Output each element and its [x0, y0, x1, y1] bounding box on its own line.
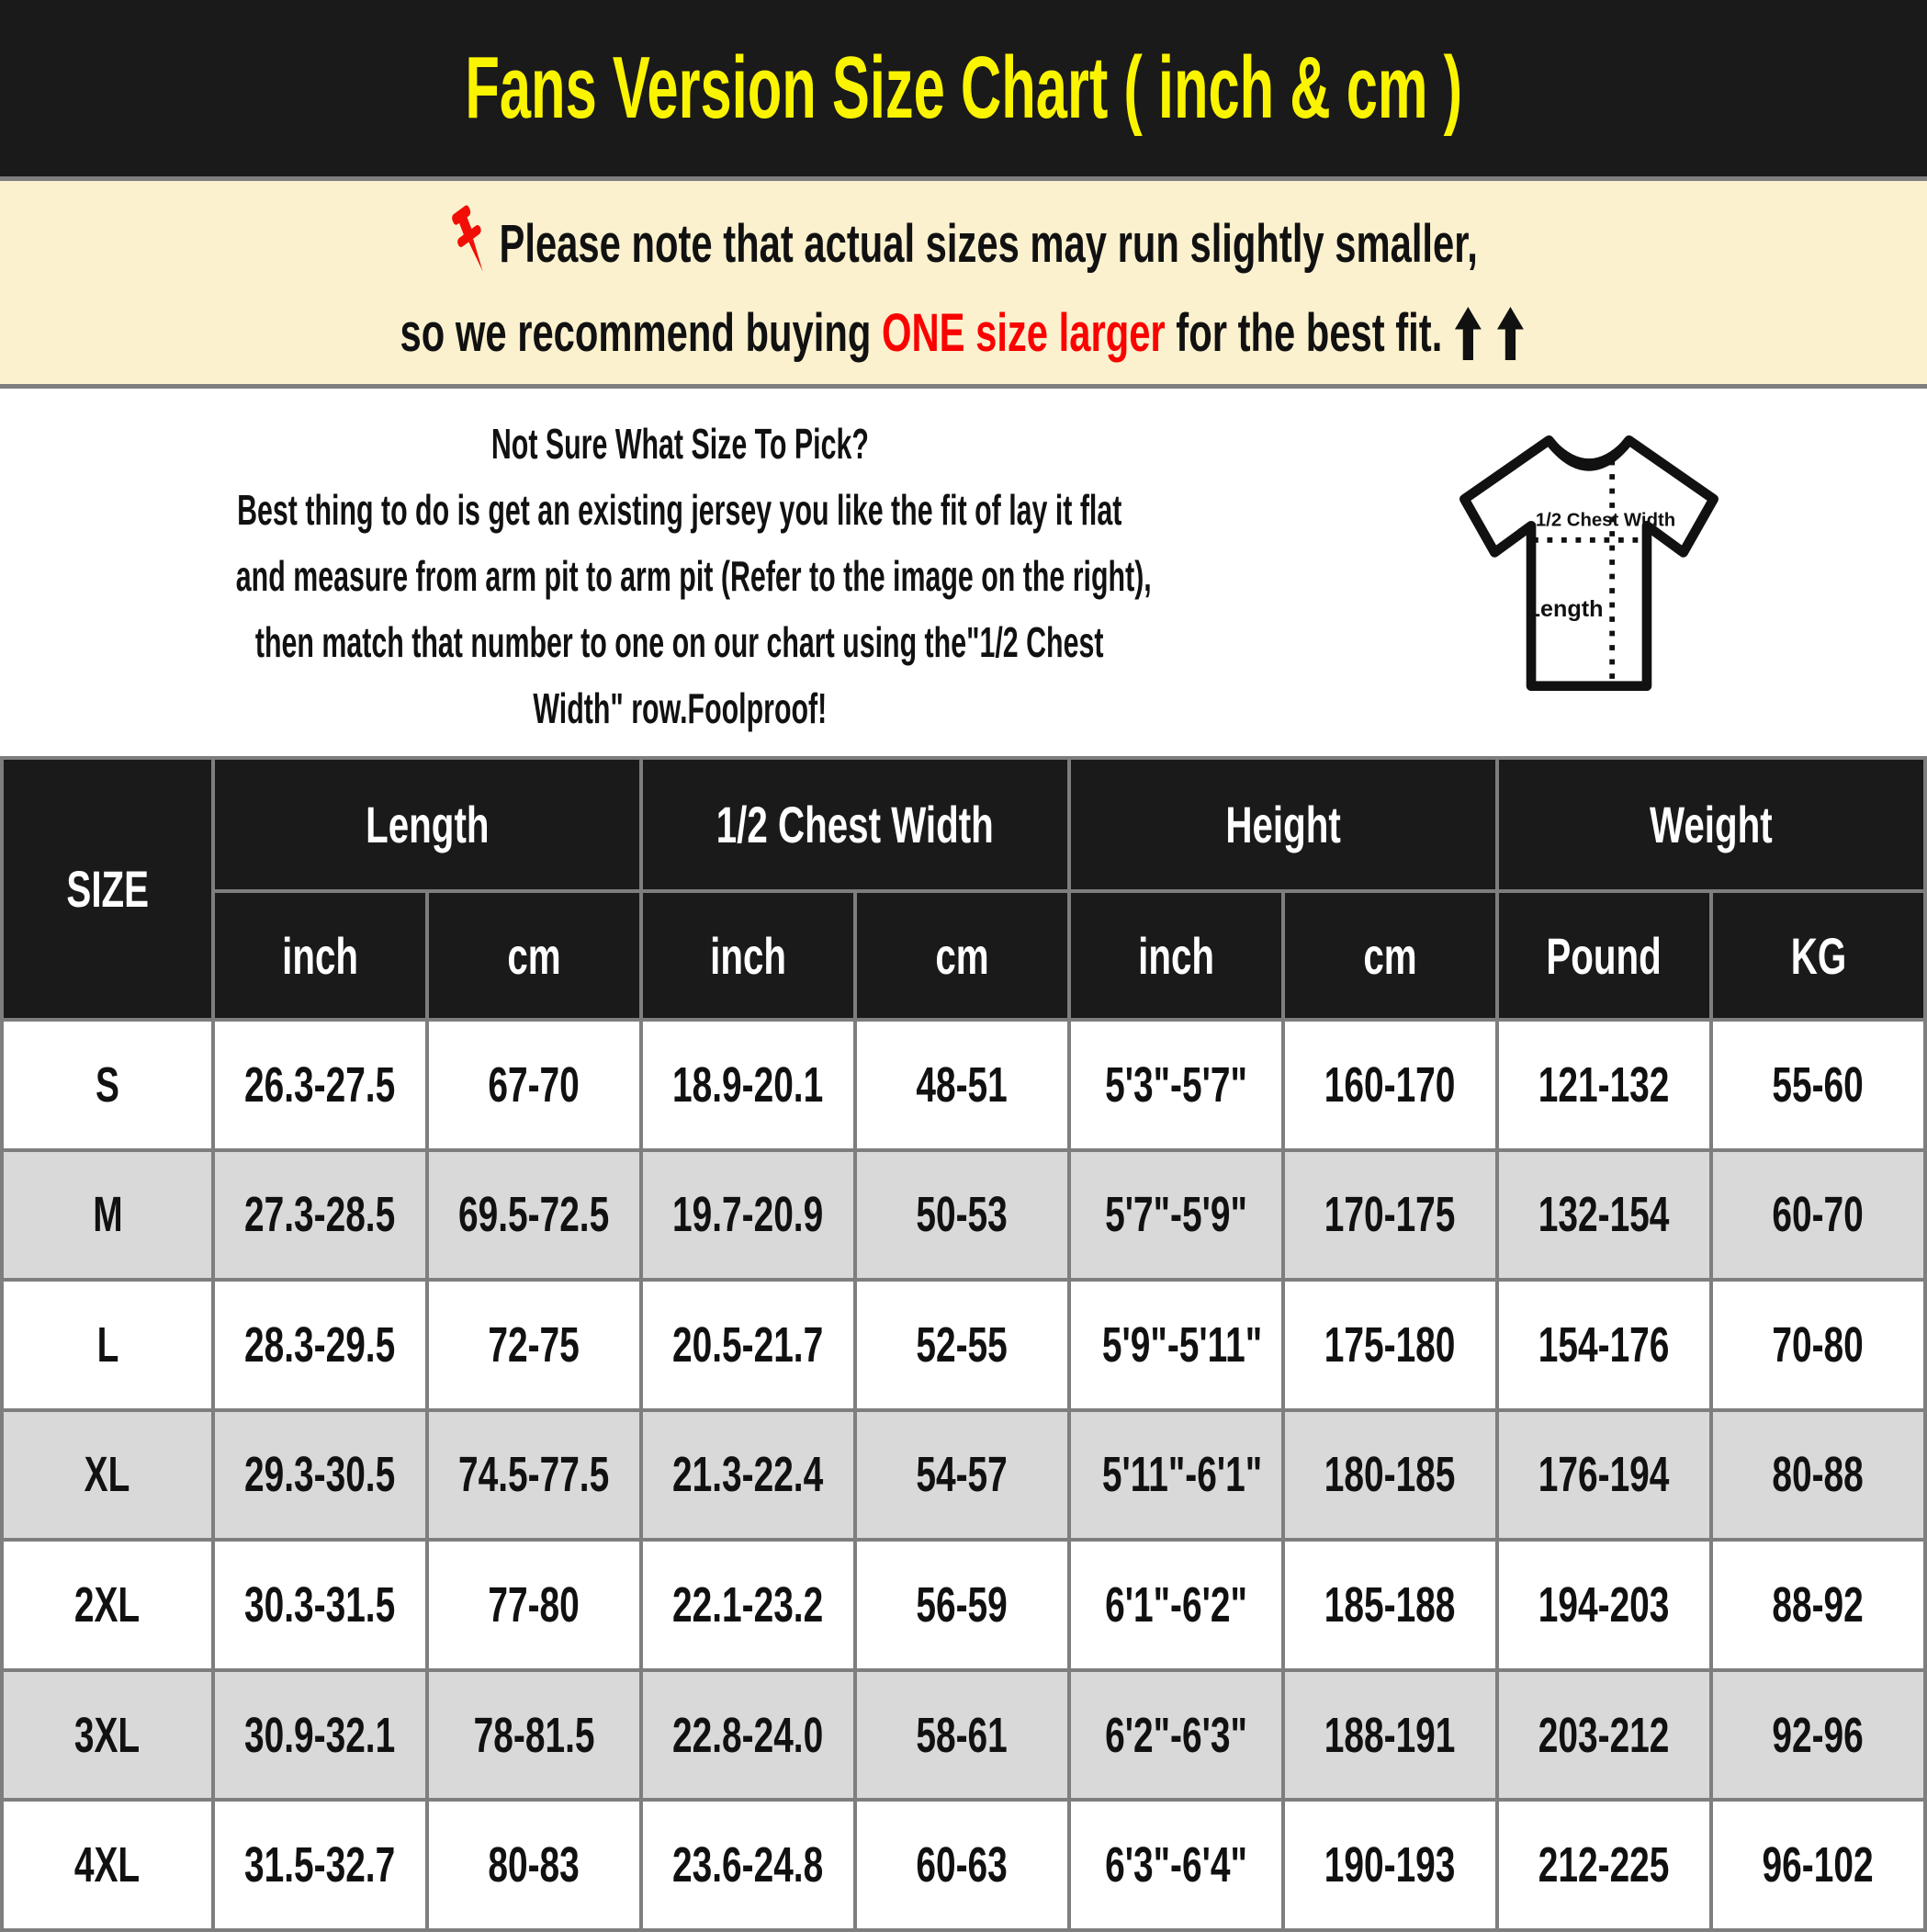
value-cell: 23.6-24.8 [641, 1800, 855, 1930]
value-cell: 60-70 [1711, 1150, 1925, 1281]
page-title: Fans Version Size Chart ( inch & cm ) [465, 39, 1462, 137]
value-cell: 30.9-32.1 [213, 1670, 427, 1801]
value-cell: 31.5-32.7 [213, 1800, 427, 1930]
value-cell: 48-51 [855, 1020, 1069, 1150]
value-cell: 80-88 [1711, 1410, 1925, 1541]
note-text-2-highlight: ONE size larger [881, 303, 1166, 363]
value-cell: 22.1-23.2 [641, 1540, 855, 1670]
sizing-help-line-3: and measure from arm pit to arm pit (Refer to the image on the right), [235, 552, 1152, 600]
col-header-length-cm: cm [427, 891, 641, 1020]
table-row-3xl [2, 1670, 1925, 1801]
sizing-help-text [0, 411, 1359, 741]
length-label: Length [1526, 596, 1604, 623]
value-cell: 180-185 [1283, 1410, 1497, 1541]
value-cell: 175-180 [1283, 1280, 1497, 1410]
value-cell: 92-96 [1711, 1670, 1925, 1801]
value-cell: 21.3-22.4 [641, 1410, 855, 1541]
up-arrow-icon [1493, 307, 1527, 360]
note-text-1: Please note that actual sizes may run slightly smaller, [499, 213, 1479, 274]
col-group-length: Length [213, 758, 641, 891]
value-cell: 60-63 [855, 1800, 1069, 1930]
value-cell: 29.3-30.5 [213, 1410, 427, 1541]
col-header-height-inch: inch [1069, 891, 1283, 1020]
value-cell: 190-193 [1283, 1800, 1497, 1930]
value-cell: 170-175 [1283, 1150, 1497, 1281]
col-header-height-cm: cm [1283, 891, 1497, 1020]
value-cell: 22.8-24.0 [641, 1670, 855, 1801]
table-row-m [2, 1150, 1925, 1281]
col-group-weight: Weight [1497, 758, 1925, 891]
value-cell: 18.9-20.1 [641, 1020, 855, 1150]
col-group-height: Height [1069, 758, 1497, 891]
value-cell: 70-80 [1711, 1280, 1925, 1410]
tshirt-measure-diagram [1447, 409, 1731, 730]
value-cell: 88-92 [1711, 1540, 1925, 1670]
value-cell: 67-70 [427, 1020, 641, 1150]
col-header-length-inch: inch [213, 891, 427, 1020]
sizing-help-line-2: Best thing to do is get an existing jersey you like the fit of lay it flat [237, 486, 1122, 534]
size-cell: 2XL [2, 1540, 213, 1670]
size-table [0, 756, 1927, 1932]
sizing-help-section [0, 389, 1927, 756]
sizing-help-line-4: then match that number to one on our chart using the"1/2 Chest [255, 618, 1104, 666]
value-cell: 194-203 [1497, 1540, 1711, 1670]
col-header-chest-inch: inch [641, 891, 855, 1020]
table-row-xl [2, 1410, 1925, 1541]
size-cell: M [2, 1150, 213, 1281]
note-text-2-pre: so we recommend buying [400, 303, 882, 363]
value-cell: 27.3-28.5 [213, 1150, 427, 1281]
note-line-2 [0, 302, 1927, 364]
table-subheader-row [2, 891, 1925, 1020]
col-header-weight-kg: KG [1711, 891, 1925, 1020]
value-cell: 19.7-20.9 [641, 1150, 855, 1281]
size-cell: L [2, 1280, 213, 1410]
size-cell: XL [2, 1410, 213, 1541]
value-cell: 56-59 [855, 1540, 1069, 1670]
note-text-2-post: for the best fit. [1165, 303, 1443, 363]
value-cell: 26.3-27.5 [213, 1020, 427, 1150]
value-cell: 185-188 [1283, 1540, 1497, 1670]
value-cell: 176-194 [1497, 1410, 1711, 1541]
value-cell: 52-55 [855, 1280, 1069, 1410]
table-row-2xl [2, 1540, 1925, 1670]
table-row-l [2, 1280, 1925, 1410]
value-cell: 54-57 [855, 1410, 1069, 1541]
value-cell: 132-154 [1497, 1150, 1711, 1281]
value-cell: 69.5-72.5 [427, 1150, 641, 1281]
chest-width-label: 1/2 Chest Width [1535, 510, 1676, 531]
value-cell: 96-102 [1711, 1800, 1925, 1930]
table-row-4xl [2, 1800, 1925, 1930]
table-group-header-row [2, 758, 1925, 891]
value-cell: 121-132 [1497, 1020, 1711, 1150]
value-cell: 5'11"-6'1" [1069, 1410, 1283, 1541]
value-cell: 5'3"-5'7" [1069, 1020, 1283, 1150]
sizing-help-line-5: Width" row.Foolproof! [533, 684, 827, 732]
value-cell: 5'7"-5'9" [1069, 1150, 1283, 1281]
pushpin-icon [449, 201, 495, 286]
col-group-chest-width: 1/2 Chest Width [641, 758, 1069, 891]
tshirt-icon [1447, 409, 1731, 717]
note-line-1 [0, 201, 1927, 286]
value-cell: 55-60 [1711, 1020, 1925, 1150]
up-arrow-icon [1451, 307, 1484, 360]
value-cell: 20.5-21.7 [641, 1280, 855, 1410]
value-cell: 5'9"-5'11" [1069, 1280, 1283, 1410]
value-cell: 6'2"-6'3" [1069, 1670, 1283, 1801]
size-table-section [0, 756, 1927, 1932]
size-cell: 3XL [2, 1670, 213, 1801]
col-header-size: SIZE [2, 758, 213, 1020]
value-cell: 80-83 [427, 1800, 641, 1930]
value-cell: 154-176 [1497, 1280, 1711, 1410]
size-cell: 4XL [2, 1800, 213, 1930]
value-cell: 160-170 [1283, 1020, 1497, 1150]
value-cell: 188-191 [1283, 1670, 1497, 1801]
value-cell: 72-75 [427, 1280, 641, 1410]
col-header-chest-cm: cm [855, 891, 1069, 1020]
value-cell: 77-80 [427, 1540, 641, 1670]
col-header-weight-pound: Pound [1497, 891, 1711, 1020]
value-cell: 30.3-31.5 [213, 1540, 427, 1670]
size-cell: S [2, 1020, 213, 1150]
value-cell: 28.3-29.5 [213, 1280, 427, 1410]
value-cell: 50-53 [855, 1150, 1069, 1281]
value-cell: 74.5-77.5 [427, 1410, 641, 1541]
note-banner [0, 181, 1927, 389]
sizing-help-heading: Not Sure What Size To Pick? [490, 420, 869, 468]
value-cell: 6'3"-6'4" [1069, 1800, 1283, 1930]
value-cell: 58-61 [855, 1670, 1069, 1801]
table-row-s [2, 1020, 1925, 1150]
value-cell: 6'1"-6'2" [1069, 1540, 1283, 1670]
value-cell: 212-225 [1497, 1800, 1711, 1930]
title-bar [0, 0, 1927, 181]
value-cell: 203-212 [1497, 1670, 1711, 1801]
value-cell: 78-81.5 [427, 1670, 641, 1801]
